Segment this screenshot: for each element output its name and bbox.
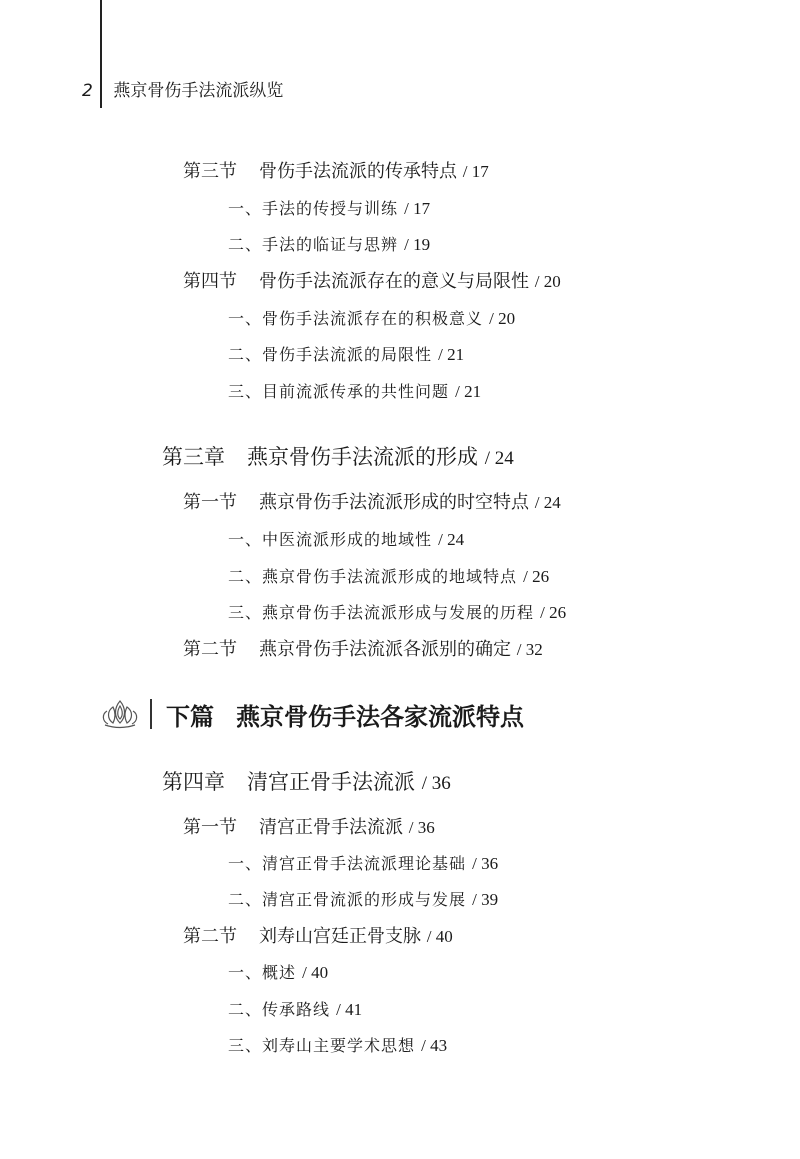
toc-section-label: 第一节 [183, 817, 237, 838]
toc-section-label: 第三节 [183, 161, 237, 182]
part-divider [150, 699, 152, 729]
toc-item-title: 二、骨伤手法流派的局限性 [228, 345, 433, 364]
toc-chapter-label: 第四章 [162, 770, 225, 794]
toc-page: / 24 [438, 530, 465, 549]
toc-item-title: 一、骨伤手法流派存在的积极意义 [228, 309, 484, 328]
toc-section[interactable] [183, 157, 489, 183]
toc-item[interactable] [228, 997, 362, 1020]
toc-section[interactable] [183, 813, 435, 839]
toc-page: / 32 [516, 640, 543, 659]
toc-chapter-title: 清宫正骨手法流派 [247, 770, 415, 794]
toc-section-title: 刘寿山宫廷正骨支脉 [259, 926, 421, 947]
toc-page: / 36 [472, 854, 499, 873]
toc-page: / 41 [336, 1000, 363, 1019]
toc-page: / 21 [455, 382, 482, 401]
toc-section-label: 第二节 [183, 639, 237, 660]
toc-item-title: 二、燕京骨伤手法流派形成的地域特点 [228, 567, 518, 586]
toc-section[interactable] [183, 922, 453, 948]
toc-chapter[interactable] [162, 441, 514, 471]
toc-page: / 40 [302, 963, 329, 982]
toc-item-title: 三、燕京骨伤手法流派形成与发展的历程 [228, 603, 535, 622]
toc-item[interactable] [228, 564, 549, 587]
toc-item-title: 三、目前流派传承的共性问题 [228, 382, 450, 401]
part-heading [100, 694, 524, 734]
toc-page: / 43 [421, 1036, 448, 1055]
toc-page: / 36 [408, 818, 435, 837]
running-head [82, 76, 283, 101]
toc-item[interactable] [228, 960, 328, 983]
toc-page: / 36 [421, 773, 451, 794]
toc-item[interactable] [228, 232, 430, 255]
toc-item-title: 二、清宫正骨流派的形成与发展 [228, 890, 467, 909]
toc-page: / 26 [540, 603, 567, 622]
toc-item[interactable] [228, 342, 464, 365]
toc-item[interactable] [228, 1033, 447, 1056]
toc-chapter-title: 燕京骨伤手法流派的形成 [247, 445, 478, 469]
toc-section-title: 骨伤手法流派存在的意义与局限性 [259, 271, 529, 292]
lotus-icon [100, 697, 140, 731]
toc-item-title: 一、中医流派形成的地域性 [228, 530, 433, 549]
toc-item[interactable] [228, 196, 430, 219]
part-title: 燕京骨伤手法各家流派特点 [236, 701, 524, 731]
toc-item[interactable] [228, 527, 464, 550]
toc-item-title: 二、手法的临证与思辨 [228, 235, 399, 254]
toc-page: / 40 [426, 927, 453, 946]
toc-section-label: 第四节 [183, 271, 237, 292]
toc-page: / 20 [534, 272, 561, 291]
toc-item-title: 三、刘寿山主要学术思想 [228, 1036, 416, 1055]
toc-item-title: 一、手法的传授与训练 [228, 199, 399, 218]
toc-section-title: 燕京骨伤手法流派各派别的确定 [259, 639, 511, 660]
toc-section-label: 第二节 [183, 926, 237, 947]
toc-section-title: 骨伤手法流派的传承特点 [259, 161, 457, 182]
toc-page: / 20 [489, 309, 516, 328]
toc-section[interactable] [183, 635, 543, 661]
toc-item[interactable] [228, 851, 498, 874]
toc-page: / 21 [438, 345, 465, 364]
toc-page: / 17 [462, 162, 489, 181]
toc-page: / 39 [472, 890, 499, 909]
toc-chapter[interactable] [162, 766, 451, 796]
toc-section[interactable] [183, 267, 561, 293]
book-title: 燕京骨伤手法流派纵览 [113, 81, 284, 101]
toc-page: / 26 [523, 567, 550, 586]
toc-item[interactable] [228, 306, 515, 329]
toc-section-label: 第一节 [183, 492, 237, 513]
toc-page: / 17 [404, 199, 431, 218]
toc-page: / 19 [404, 235, 431, 254]
toc-page: / 24 [484, 448, 514, 469]
page-number: 2 [82, 81, 93, 101]
toc-item[interactable] [228, 887, 498, 910]
toc-chapter-label: 第三章 [162, 445, 225, 469]
toc-item-title: 二、传承路线 [228, 1000, 331, 1019]
toc-section-title: 清宫正骨手法流派 [259, 817, 403, 838]
toc-item[interactable] [228, 600, 566, 623]
toc-item-title: 一、清宫正骨手法流派理论基础 [228, 854, 467, 873]
part-label: 下篇 [166, 702, 214, 731]
toc-section[interactable] [183, 488, 561, 514]
toc-page: / 24 [534, 493, 561, 512]
toc-section-title: 燕京骨伤手法流派形成的时空特点 [259, 492, 529, 513]
toc-item-title: 一、概述 [228, 963, 297, 982]
toc-item[interactable] [228, 379, 481, 402]
